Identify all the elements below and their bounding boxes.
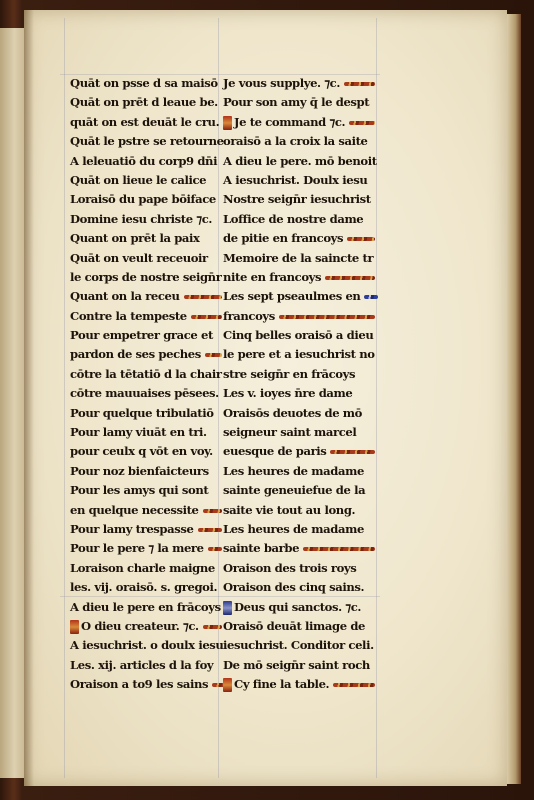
table-of-contents-line (223, 539, 393, 558)
table-of-contents-line (223, 423, 393, 442)
line-text: iesuchrist. Conditor celi. (223, 638, 374, 653)
table-of-contents-line (70, 365, 240, 384)
line-filler-icon (184, 295, 222, 299)
line-text: Loffice de nostre dame (223, 211, 364, 226)
line-filler-icon (279, 315, 375, 319)
rubricated-initial-icon (223, 678, 232, 692)
line-text: Quant on la receu (70, 289, 180, 304)
line-text: Oraison des cinq sains. (223, 580, 365, 595)
line-text: A iesuchrist. o doulx iesu (70, 638, 224, 653)
table-of-contents-line (70, 74, 240, 93)
table-of-contents-line (223, 229, 393, 248)
table-of-contents-line (223, 636, 393, 655)
line-filler-icon (330, 450, 375, 454)
line-text: Les. xij. articles d la foy (70, 657, 214, 672)
line-filler-icon (303, 547, 375, 551)
line-filler-icon (198, 528, 223, 532)
line-text: A dieu le pere en frācoys (70, 599, 221, 614)
line-text: Pour noz bienfaicteurs (70, 463, 209, 478)
line-text: Nostre seign̄r iesuchrist (223, 192, 371, 207)
table-of-contents-line (223, 249, 393, 268)
table-of-contents-line (70, 210, 240, 229)
line-text: Quāt on veult receuoir (70, 250, 208, 265)
table-of-contents-line (70, 636, 240, 655)
line-text: le pere et a iesuchrist no (223, 347, 375, 362)
line-text: pour ceulx q vōt en voy. (70, 444, 213, 459)
table-of-contents-line (70, 617, 240, 636)
page-fore-edge (507, 14, 521, 784)
table-of-contents-line (70, 113, 240, 132)
table-of-contents-line (223, 578, 393, 597)
line-text: Quāt le pstre se retourne (70, 134, 224, 149)
line-filler-icon (191, 315, 222, 319)
line-filler-icon (364, 295, 378, 299)
line-text: Deus qui sanctos. ⁊c. (234, 599, 362, 614)
table-of-contents-line (70, 598, 240, 617)
line-filler-icon (203, 625, 222, 629)
table-of-contents-line (223, 152, 393, 171)
table-of-contents-line (223, 287, 393, 306)
table-of-contents-line (223, 132, 393, 151)
table-of-contents-line (70, 249, 240, 268)
table-of-contents-line (70, 287, 240, 306)
line-text: Pour lamy viuāt en tri. (70, 425, 207, 440)
table-of-contents-line (223, 210, 393, 229)
table-of-contents-line (70, 384, 240, 403)
line-filler-icon (349, 121, 375, 125)
line-text: Cy fine la table. (234, 677, 330, 692)
rubricated-initial-icon (70, 620, 79, 634)
table-of-contents-line (70, 520, 240, 539)
page-gutter-shadow (24, 10, 34, 786)
line-text: nite en francoys (223, 269, 322, 284)
line-filler-icon (203, 509, 222, 513)
line-text: Oraison a to9 les sains (70, 677, 209, 692)
line-filler-icon (208, 547, 222, 551)
table-of-contents-line (70, 152, 240, 171)
table-of-contents-line (223, 617, 393, 636)
rubricated-initial-icon (223, 601, 232, 615)
table-of-contents-line (223, 326, 393, 345)
table-of-contents-line (223, 404, 393, 423)
table-of-contents-line (70, 190, 240, 209)
table-of-contents-line (70, 578, 240, 597)
table-of-contents-line (70, 501, 240, 520)
line-text: Quāt on prēt d leaue be. (70, 95, 218, 110)
table-of-contents-line (223, 675, 393, 694)
table-of-contents-line (70, 345, 240, 364)
table-of-contents-line (70, 462, 240, 481)
line-text: Loraison charle maigne (70, 560, 215, 575)
line-text: Pour empetrer grace et (70, 328, 213, 343)
previous-leaf-edge (0, 28, 25, 778)
line-text: Memoire de la saincte tr (223, 250, 374, 265)
line-text: De mō seign̄r saint roch (223, 657, 370, 672)
table-of-contents-line (223, 442, 393, 461)
table-of-contents-line (223, 307, 393, 326)
line-text: Pour quelque tribulatiō (70, 405, 214, 420)
table-of-contents-line (223, 365, 393, 384)
table-of-contents-line (70, 442, 240, 461)
line-text: Je te command ⁊c. (234, 114, 346, 129)
line-text: cōtre mauuaises pēsees. (70, 386, 219, 401)
table-of-contents-line (70, 423, 240, 442)
line-text: O dieu createur. ⁊c. (81, 618, 199, 633)
line-text: sainte barbe (223, 541, 300, 556)
line-text: quāt on est deuāt le cru. (70, 114, 220, 129)
table-of-contents-line (223, 462, 393, 481)
line-text: les. vij. oraisō. s. gregoi. (70, 580, 218, 595)
line-text: Les heures de madame (223, 521, 364, 536)
line-text: Les sept pseaulmes en (223, 289, 361, 304)
table-of-contents-line (223, 520, 393, 539)
table-of-contents-line (223, 384, 393, 403)
right-text-column (223, 74, 393, 695)
line-text: pardon de ses peches (70, 347, 201, 362)
line-text: de pitie en francoys (223, 231, 344, 246)
line-text: A leleuatiō du corp9 dn̄i (70, 153, 218, 168)
table-of-contents-line (70, 93, 240, 112)
table-of-contents-line (223, 268, 393, 287)
line-text: Contre la tempeste (70, 308, 187, 323)
line-text: Oraisō deuāt limage de (223, 618, 366, 633)
line-text: Je vous supplye. ⁊c. (223, 76, 340, 90)
line-text: Pour lamy trespasse (70, 521, 194, 536)
table-of-contents-line (70, 307, 240, 326)
table-of-contents-line (223, 345, 393, 364)
line-text: saite vie tout au long. (223, 502, 356, 517)
line-text: euesque de paris (223, 444, 327, 459)
table-of-contents-line (70, 171, 240, 190)
line-filler-icon (325, 276, 375, 280)
table-of-contents-line (223, 190, 393, 209)
table-of-contents-line (223, 171, 393, 190)
line-text: Pour les amys qui sont (70, 483, 209, 498)
line-text: Pour le pere ⁊ la mere (70, 541, 204, 556)
table-of-contents-line (70, 229, 240, 248)
table-of-contents-line (70, 539, 240, 558)
table-of-contents-line (223, 559, 393, 578)
line-text: seigneur saint marcel (223, 425, 357, 440)
line-text: Oraison des trois roys (223, 560, 357, 575)
table-of-contents-line (70, 559, 240, 578)
line-text: Les v. ioyes n̄re dame (223, 386, 353, 401)
line-text: le corps de nostre seign̄r (70, 269, 222, 284)
table-of-contents-line (223, 74, 393, 93)
line-text: oraisō a la croix la saite (223, 134, 368, 149)
table-of-contents-line (70, 656, 240, 675)
line-filler-icon (333, 683, 375, 687)
table-of-contents-line (223, 656, 393, 675)
rubricated-initial-icon (223, 116, 232, 130)
line-text: Domine iesu christe ⁊c. (70, 211, 213, 226)
table-of-contents-line (223, 481, 393, 500)
line-text: cōtre la tētatiō d la chair (70, 366, 222, 381)
line-text: A iesuchrist. Doulx iesu (223, 172, 368, 187)
line-text: Pour son amy q̄ le despt (223, 95, 370, 110)
line-text: Oraisōs deuotes de mō (223, 405, 363, 420)
line-filler-icon (205, 353, 222, 357)
line-text: francoys (223, 308, 275, 323)
table-of-contents-line (70, 404, 240, 423)
line-text: sainte geneuiefue de la (223, 483, 366, 498)
table-of-contents-line (70, 132, 240, 151)
table-of-contents-line (70, 326, 240, 345)
table-of-contents-line (70, 675, 240, 694)
ruling-line (64, 18, 65, 778)
line-text: Quāt on lieue le calice (70, 172, 207, 187)
line-text: Cinq belles oraisō a dieu (223, 328, 374, 343)
line-filler-icon (344, 82, 375, 86)
line-text: Quant on prēt la paix (70, 231, 200, 246)
table-of-contents-line (223, 598, 393, 617)
line-text: Quāt on psse d sa maisō (70, 76, 218, 90)
line-text: en quelque necessite (70, 502, 199, 517)
line-filler-icon (347, 237, 375, 241)
table-of-contents-line (223, 501, 393, 520)
table-of-contents-line (223, 113, 393, 132)
table-of-contents-line (223, 93, 393, 112)
line-text: stre seign̄r en frācoys (223, 366, 356, 381)
table-of-contents-line (70, 268, 240, 287)
left-text-column (70, 74, 240, 695)
line-text: Loraisō du pape bōiface (70, 192, 216, 207)
table-of-contents-line (70, 481, 240, 500)
line-text: A dieu le pere. mō benoit (223, 153, 377, 168)
line-text: Les heures de madame (223, 463, 364, 478)
